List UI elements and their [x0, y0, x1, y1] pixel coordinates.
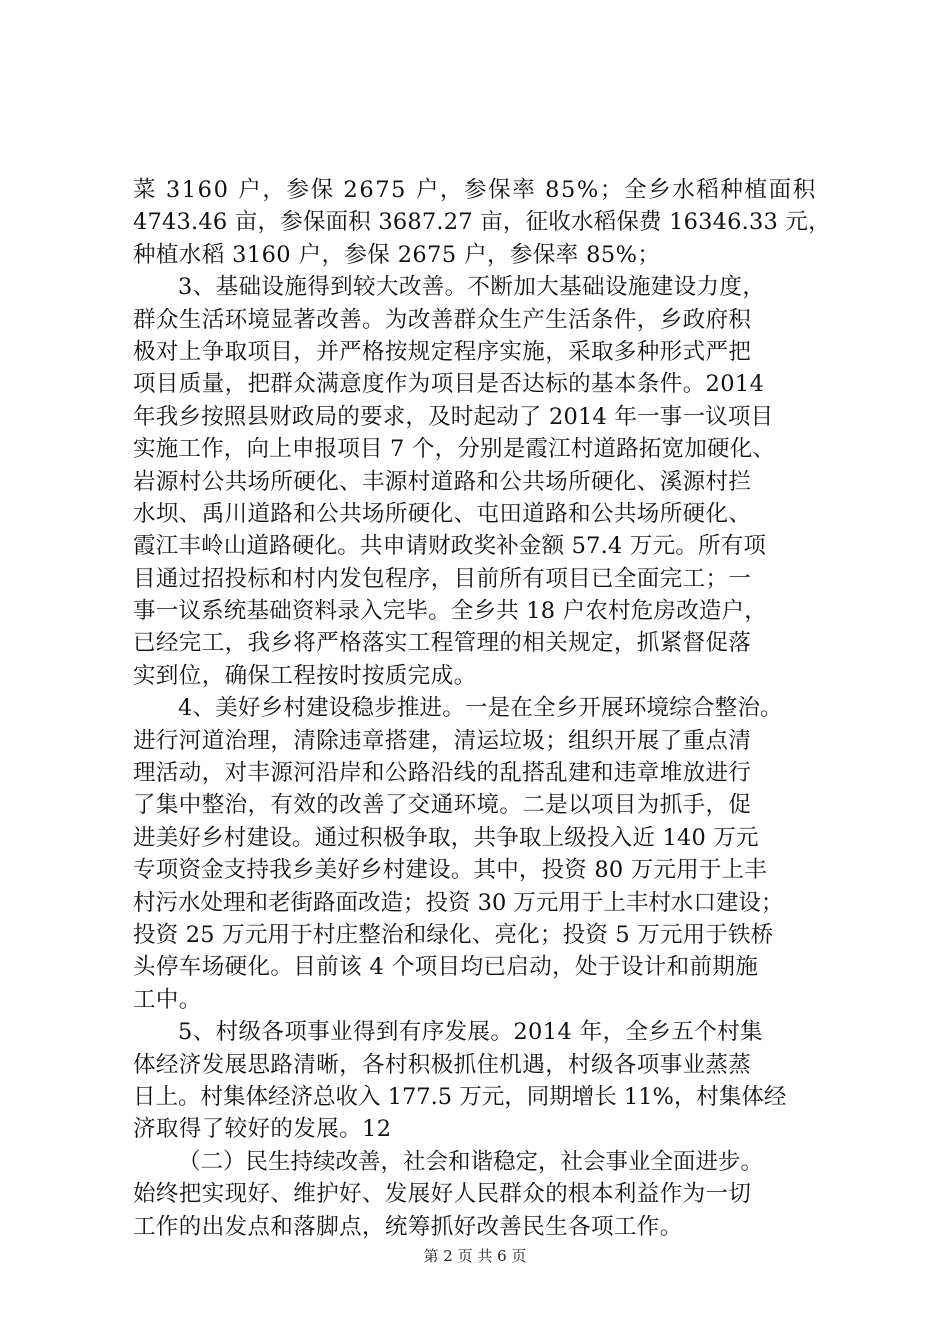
text-line: 进美好乡村建设。通过积极争取，共争取上级投入近 140 万元 — [133, 824, 759, 851]
text-line: 理活动，对丰源河沿岸和公路沿线的乱搭乱建和违章堆放进行 — [133, 760, 752, 787]
text-line: 工作的出发点和落脚点，统筹抓好改善民生各项工作。 — [133, 1213, 683, 1240]
text-line: 4、美好乡村建设稳步推进。一是在全乡开展环境综合整治。 — [178, 695, 783, 722]
text-line: 极对上争取项目，并严格按规定程序实施，采取多种形式严把 — [133, 338, 752, 365]
text-line: 群众生活环境显著改善。为改善群众生产生活条件，乡政府积 — [133, 306, 752, 333]
text-line: 菜 3160 户，参保 2675 户，参保率 85%；全乡水稻种植面积 — [133, 177, 817, 203]
text-line: 实到位，确保工程按时按质完成。 — [133, 662, 477, 689]
document-body — [133, 174, 863, 1243]
text-line: 日上。村集体经济总收入 177.5 万元，同期增长 11%，村集体经 — [133, 1083, 787, 1110]
text-line: 项目质量，把群众满意度作为项目是否达标的基本条件。2014 — [133, 371, 765, 398]
text-line: 济取得了较好的发展。12 — [133, 1116, 392, 1143]
text-line: 投资 25 万元用于村庄整治和绿化、亮化；投资 5 万元用于铁桥 — [133, 921, 774, 948]
text-line: 事一议系统基础资料录入完毕。全乡共 18 户农村危房改造户， — [133, 598, 767, 625]
text-line: 了集中整治，有效的改善了交通环境。二是以项目为抓手，促 — [133, 792, 752, 819]
text-line: 实施工作，向上申报项目 7 个，分别是霞江村道路拓宽加硬化、 — [133, 436, 776, 463]
text-line: 水坝、禹川道路和公共场所硬化、屯田道路和公共场所硬化、 — [133, 500, 752, 527]
text-line: 4743.46 亩，参保面积 3687.27 亩，征收水稻保费 16346.33 元， — [133, 209, 831, 236]
text-line: 目通过招投标和村内发包程序，目前所有项目已全面完工；一 — [133, 565, 752, 592]
text-line: 始终把实现好、维护好、发展好人民群众的根本利益作为一切 — [133, 1181, 752, 1208]
page-number: 第 2 页 共 6 页 — [423, 1247, 527, 1265]
text-line: 年我乡按照县财政局的要求，及时起动了 2014 年一事一议项目 — [133, 403, 774, 430]
text-line: 工中。 — [133, 986, 202, 1013]
text-line: 霞江丰岭山道路硬化。共申请财政奖补金额 57.4 万元。所有项 — [133, 533, 767, 560]
text-line: 村污水处理和老街路面改造；投资 30 万元用于上丰村水口建设； — [133, 889, 784, 916]
text-line: 进行河道治理，清除违章搭建，清运垃圾；组织开展了重点清 — [133, 727, 752, 754]
text-line: 专项资金支持我乡美好乡村建设。其中，投资 80 万元用于上丰 — [133, 857, 767, 884]
text-line: 种植水稻 3160 户，参保 2675 户，参保率 85%； — [133, 241, 661, 268]
text-line: 5、村级各项事业得到有序发展。2014 年，全乡五个村集 — [178, 1019, 763, 1046]
text-line: 已经完工，我乡将严格落实工程管理的相关规定，抓紧督促落 — [133, 630, 752, 657]
text-line: （二）民生持续改善，社会和谐稳定，社会事业全面进步。 — [178, 1148, 764, 1175]
text-line: 体经济发展思路清晰，各村积极抓住机遇，村级各项事业蒸蒸 — [133, 1051, 752, 1078]
text-line: 岩源村公共场所硬化、丰源村道路和公共场所硬化、溪源村拦 — [133, 468, 752, 495]
text-line: 头停车场硬化。目前该 4 个项目均已启动，处于设计和前期施 — [133, 954, 759, 981]
text-line: 3、基础设施得到较大改善。不断加大基础设施建设力度， — [178, 274, 766, 301]
